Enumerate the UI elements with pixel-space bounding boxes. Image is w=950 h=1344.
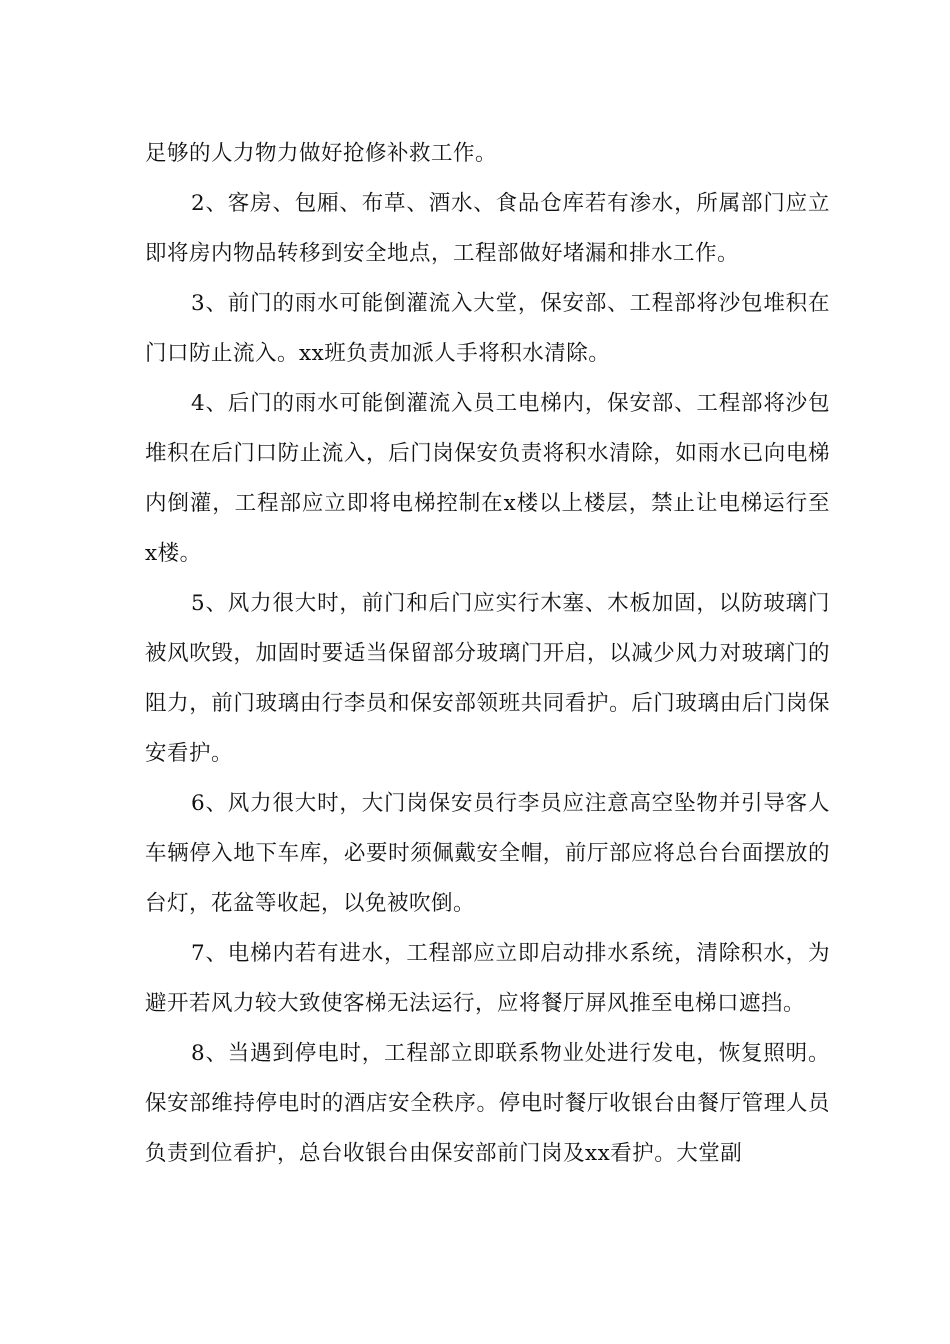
- paragraph-item-3: 3、前门的雨水可能倒灌流入大堂，保安部、工程部将沙包堆积在门口防止流入。xx班负责加派人手将积水清除。: [145, 291, 830, 366]
- paragraph-continuation: 足够的人力物力做好抢修补救工作。: [145, 141, 498, 166]
- paragraph-item-6: 6、风力很大时，大门岗保安员行李员应注意高空坠物并引导客人车辆停入地下车库，必要时须佩戴安全帽，前厅部应将总台台面摆放的台灯，花盆等收起，以免被吹倒。: [145, 791, 830, 916]
- paragraph-item-4: 4、后门的雨水可能倒灌流入员工电梯内，保安部、工程部将沙包堆积在后门口防止流入，后门岗保安负责将积水清除，如雨水已向电梯内倒灌，工程部应立即将电梯控制在x楼以上楼层，禁止让电梯运行至x楼。: [145, 391, 830, 566]
- document-body: [145, 129, 830, 1179]
- paragraph-item-7: 7、电梯内若有进水，工程部应立即启动排水系统，清除积水，为避开若风力较大致使客梯无法运行，应将餐厅屏风推至电梯口遮挡。: [145, 941, 830, 1016]
- paragraph-item-5: 5、风力很大时，前门和后门应实行木塞、木板加固，以防玻璃门被风吹毁，加固时要适当保留部分玻璃门开启，以减少风力对玻璃门的阻力，前门玻璃由行李员和保安部领班共同看护。后门玻璃由后门岗保安看护。: [145, 591, 830, 766]
- paragraph-item-8: 8、当遇到停电时，工程部立即联系物业处进行发电，恢复照明。保安部维持停电时的酒店安全秩序。停电时餐厅收银台由餐厅管理人员负责到位看护，总台收银台由保安部前门岗及xx看护。大堂副: [145, 1041, 830, 1166]
- paragraph-item-2: 2、客房、包厢、布草、酒水、食品仓库若有渗水，所属部门应立即将房内物品转移到安全地点，工程部做好堵漏和排水工作。: [145, 191, 830, 266]
